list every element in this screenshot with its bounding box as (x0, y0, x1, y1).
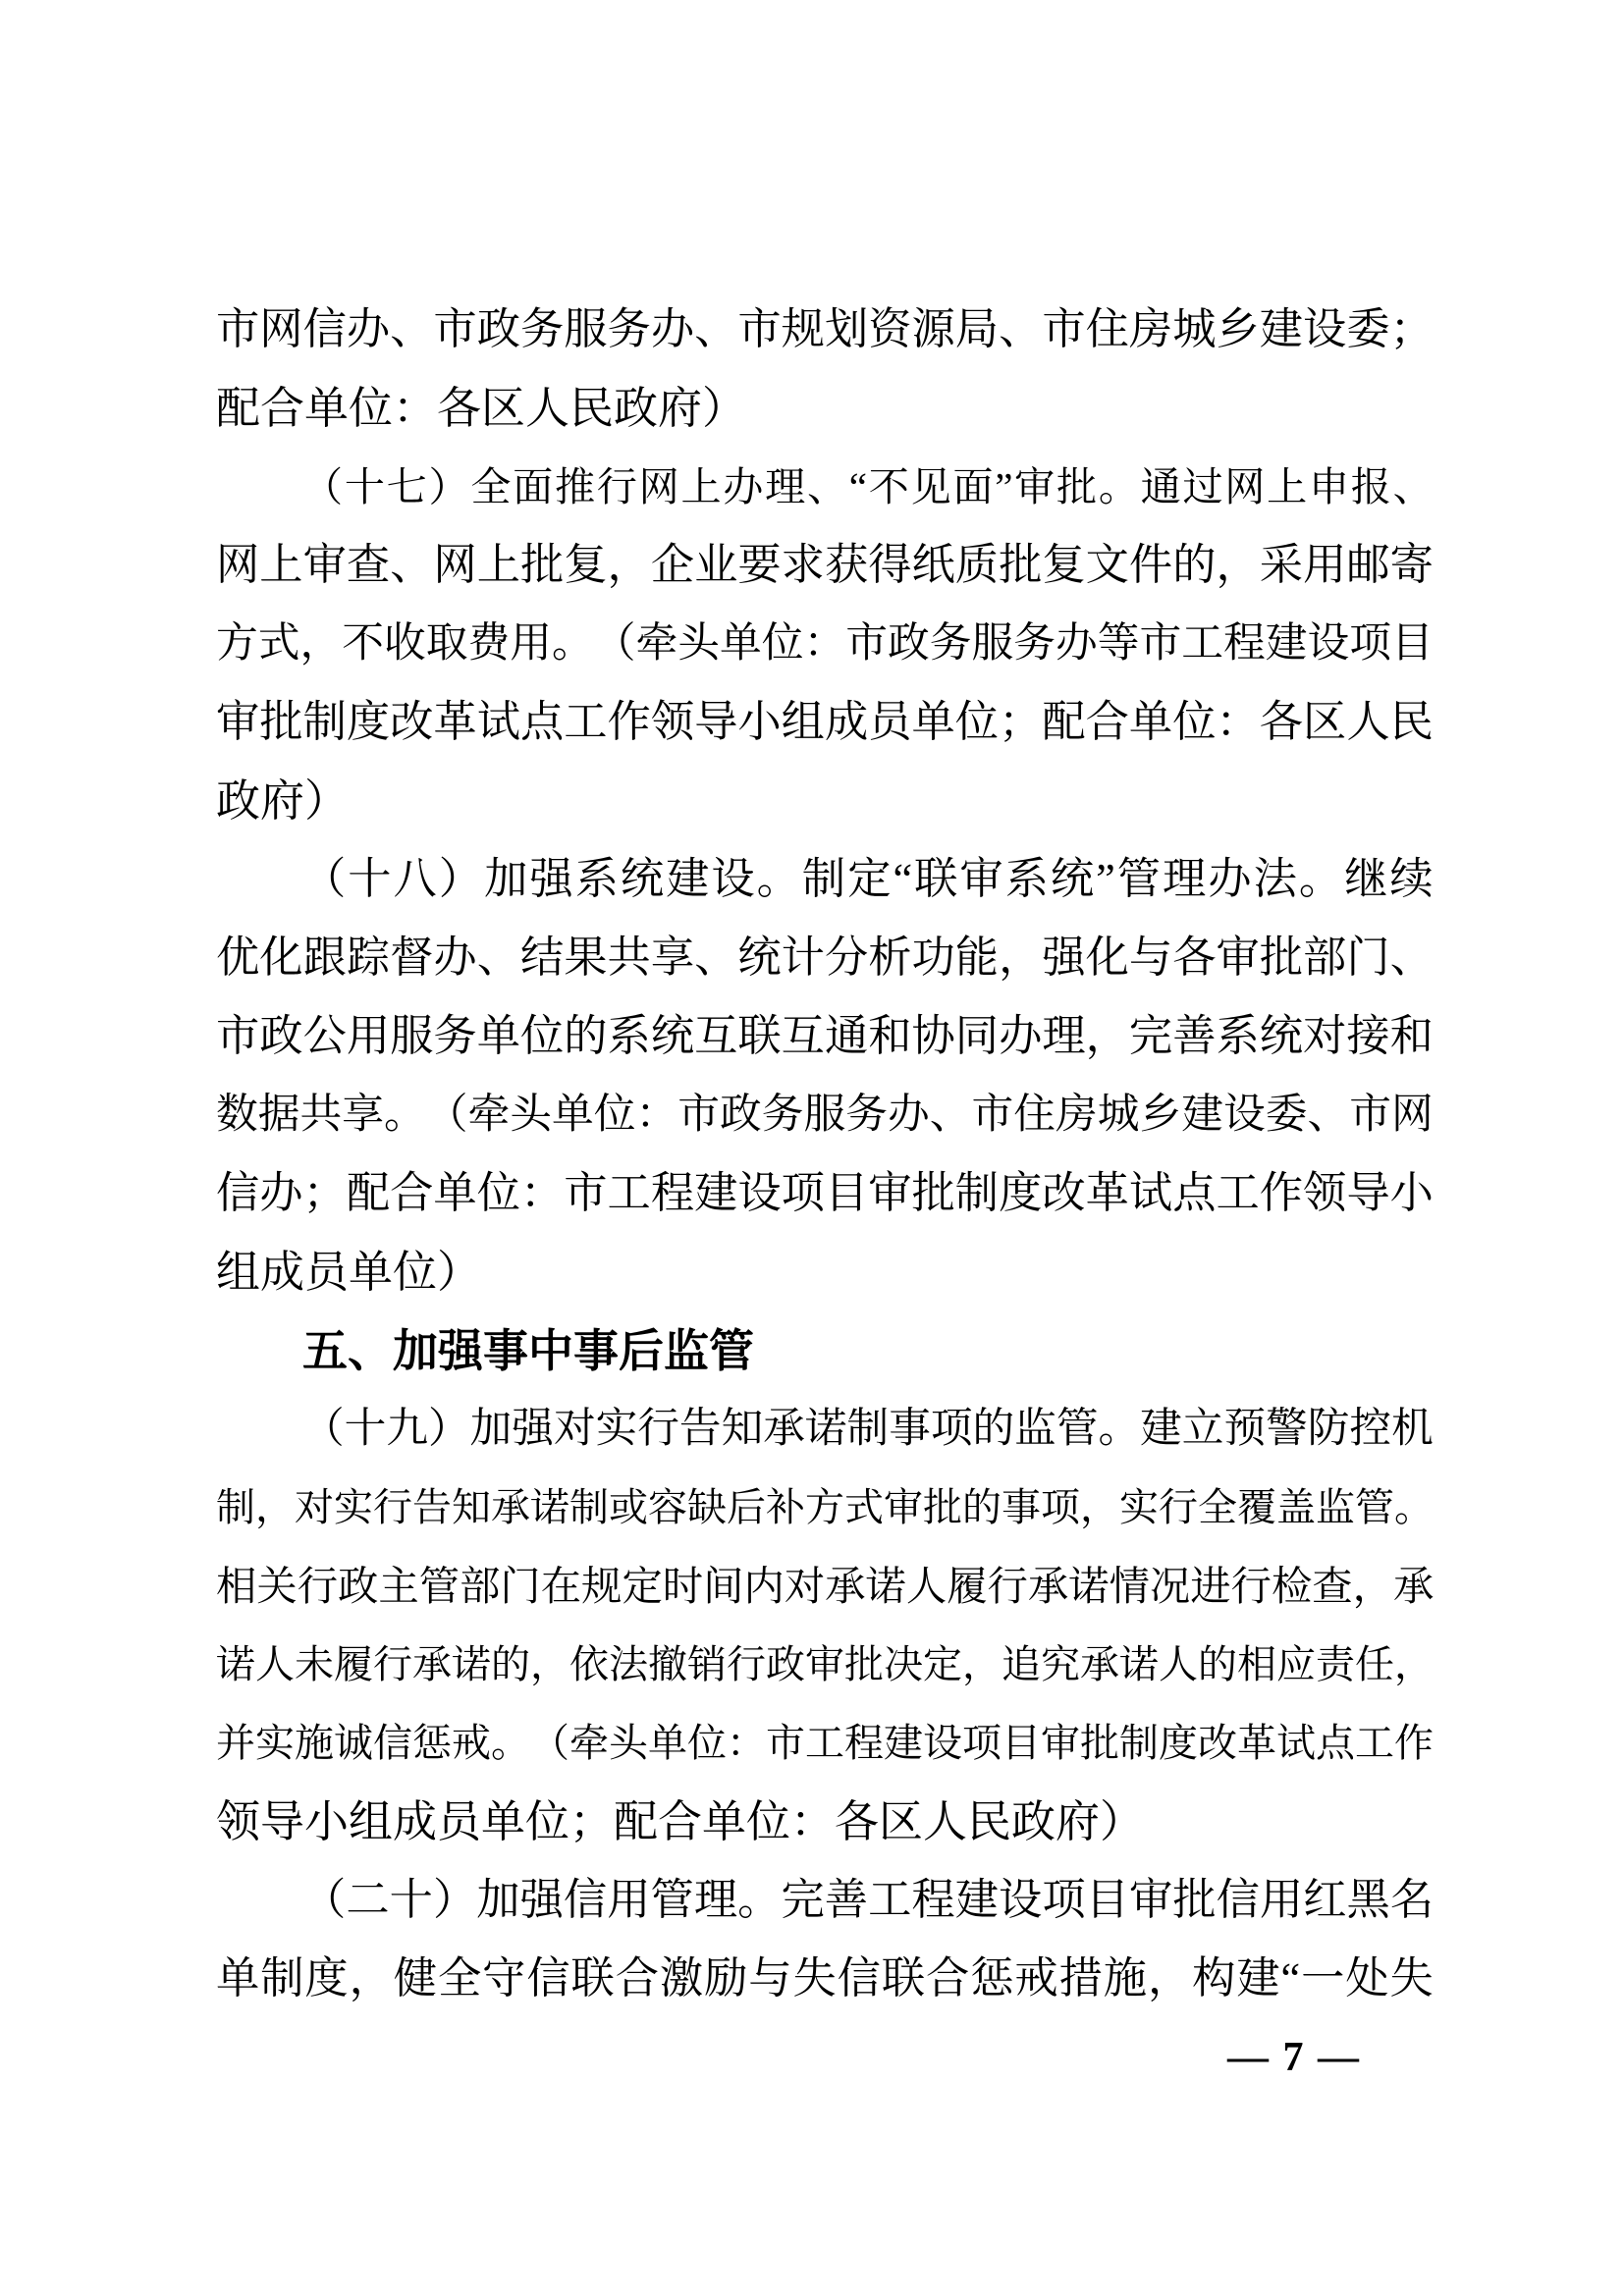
text-line: 诺 人 未 履 行 承 诺 的 ， 依 法 撤 销 行 政 审 批 决 定 ， 追 究 承 诺 人 的 相 应 责 任 ， (216, 1642, 1434, 1686)
text-line: 政府） (216, 776, 350, 826)
text-line: 制 ， 对 实 行 告 知 承 诺 制 或 容 缺 后 补 方 式 审 批 的 事 项 ， 实 行 全 覆 盖 监 管 。 (216, 1485, 1434, 1529)
text-line: （ 二 十 ） 加 强 信 用 管 理 。 完 善 工 程 建 设 项 目 审 批 信 用 红 黑 名 (302, 1876, 1435, 1924)
text-line: （ 十 八 ） 加 强 系 统 建 设 。 制 定 “ 联 审 系 统 ” 管 理 办 法 。 继 续 (302, 855, 1434, 903)
section-heading: 五、加强事中事后监管 (302, 1325, 754, 1376)
text-line: 优 化 跟 踪 督 办 、 结 果 共 享 、 统 计 分 析 功 能 ， 强 化 与 各 审 批 部 门 、 (216, 934, 1434, 982)
document-body (216, 291, 1434, 2018)
text-line: 单 制 度 ， 健 全 守 信 联 合 激 励 与 失 信 联 合 惩 戒 措 施 ， 构 建 “ 一 处 失 (216, 1954, 1434, 2002)
text-line: 审 批 制 度 改 革 试 点 工 作 领 导 小 组 成 员 单 位 ； 配 合 单 位 ： 各 区 人 民 (216, 698, 1434, 746)
text-line: 市 政 公 用 服 务 单 位 的 系 统 互 联 互 通 和 协 同 办 理 ， 完 善 系 统 对 接 和 (216, 1012, 1434, 1060)
text-line: 组成员单位） (216, 1248, 482, 1297)
text-line: 领导小组成员单位；配合单位：各区人民政府） (216, 1797, 1145, 1846)
text-line: （ 十 七 ） 全 面 推 行 网 上 办 理 、 “ 不 见 面 ” 审 批 。 通 过 网 上 申 报 、 (302, 464, 1434, 509)
text-line: 方 式 ， 不 收 取 费 用 。 （ 牵 头 单 位 ： 市 政 务 服 务 办 等 市 工 程 建 设 项 目 (216, 620, 1434, 667)
text-line: 配合单位：各区人民政府） (216, 384, 747, 433)
page-number: — 7 — (1227, 2035, 1361, 2080)
text-line: 信 办 ； 配 合 单 位 ： 市 工 程 建 设 项 目 审 批 制 度 改 革 试 点 工 作 领 导 小 (216, 1169, 1434, 1217)
text-line: 网 上 审 查 、 网 上 批 复 ， 企 业 要 求 获 得 纸 质 批 复 文 件 的 ， 采 用 邮 寄 (216, 541, 1434, 589)
text-line: 并 实 施 诚 信 惩 戒 。 （ 牵 头 单 位 ： 市 工 程 建 设 项 目 审 批 制 度 改 革 试 点 工 作 (216, 1721, 1434, 1765)
text-line: 数 据 共 享 。 （ 牵 头 单 位 ： 市 政 务 服 务 办 、 市 住 房 城 乡 建 设 委 、 市 网 (216, 1092, 1434, 1138)
text-line: （ 十 九 ） 加 强 对 实 行 告 知 承 诺 制 事 项 的 监 管 。 建 立 预 警 防 控 机 (302, 1406, 1434, 1452)
text-line: 市 网 信 办 、 市 政 务 服 务 办 、 市 规 划 资 源 局 、 市 住 房 城 乡 建 设 委 ； (216, 305, 1434, 353)
text-line: 相 关 行 政 主 管 部 门 在 规 定 时 间 内 对 承 诺 人 履 行 承 诺 情 况 进 行 检 查 ， 承 (216, 1564, 1435, 1609)
